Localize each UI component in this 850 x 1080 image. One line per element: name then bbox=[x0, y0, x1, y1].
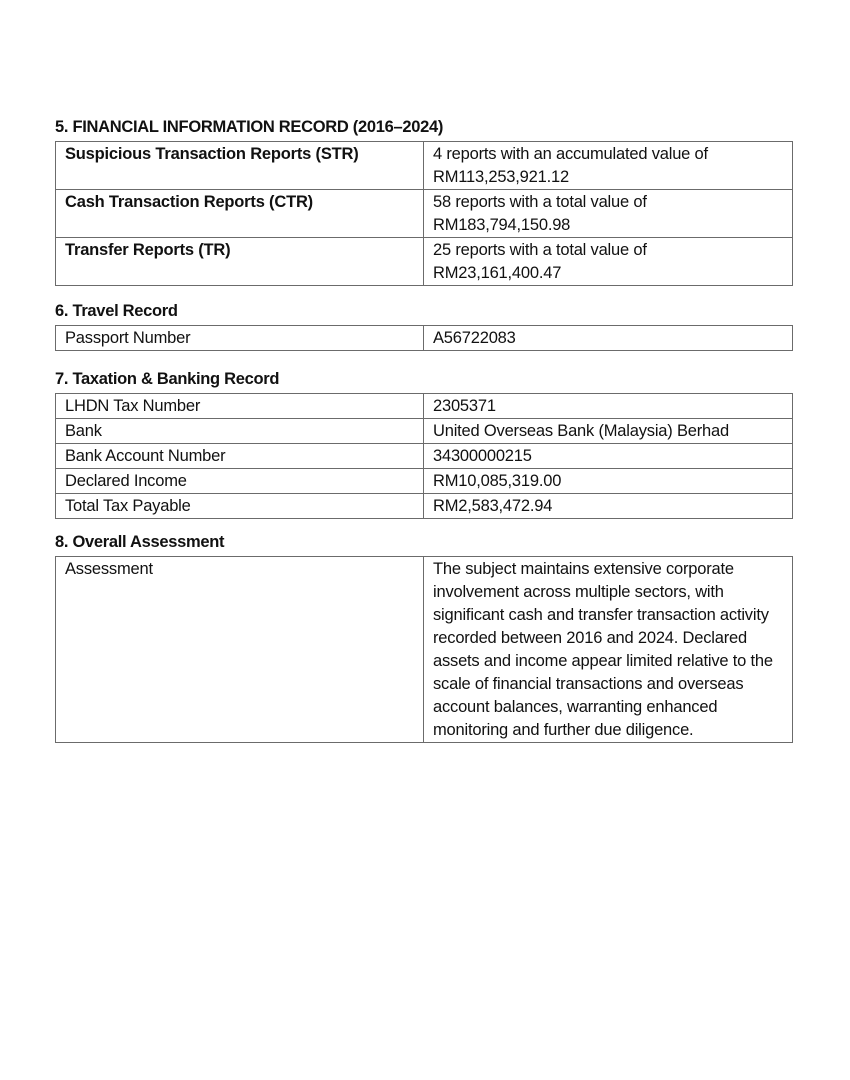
assessment-table bbox=[55, 556, 793, 743]
tr-label: Transfer Reports (TR) bbox=[56, 238, 424, 286]
table-row bbox=[56, 419, 793, 444]
travel-record-table bbox=[55, 325, 793, 351]
section-title-assessment: 8. Overall Assessment bbox=[55, 533, 225, 551]
str-value-line1: 4 reports with an accumulated value of bbox=[433, 145, 708, 163]
table-row bbox=[56, 394, 793, 419]
account-number-label: Bank Account Number bbox=[56, 444, 424, 469]
tax-number-label: LHDN Tax Number bbox=[56, 394, 424, 419]
tr-value-line1: 25 reports with a total value of bbox=[433, 241, 647, 259]
table-row bbox=[56, 190, 793, 238]
section-title-financial: 5. FINANCIAL INFORMATION RECORD (2016–2024) bbox=[55, 118, 444, 136]
account-number-value: 34300000215 bbox=[424, 444, 793, 469]
ctr-label: Cash Transaction Reports (CTR) bbox=[56, 190, 424, 238]
bank-value: United Overseas Bank (Malaysia) Berhad bbox=[424, 419, 793, 444]
table-row bbox=[56, 557, 793, 743]
bank-label: Bank bbox=[56, 419, 424, 444]
table-row bbox=[56, 326, 793, 351]
assessment-label: Assessment bbox=[56, 557, 424, 743]
section-title-taxation: 7. Taxation & Banking Record bbox=[55, 370, 280, 388]
table-row bbox=[56, 142, 793, 190]
table-row bbox=[56, 444, 793, 469]
tax-payable-value: RM2,583,472.94 bbox=[424, 494, 793, 519]
tr-value-line2: RM23,161,400.47 bbox=[433, 264, 562, 282]
passport-value: A56722083 bbox=[424, 326, 793, 351]
section-title-travel: 6. Travel Record bbox=[55, 302, 178, 320]
declared-income-label: Declared Income bbox=[56, 469, 424, 494]
str-label: Suspicious Transaction Reports (STR) bbox=[56, 142, 424, 190]
taxation-record-table bbox=[55, 393, 793, 519]
ctr-value-line2: RM183,794,150.98 bbox=[433, 216, 571, 234]
tax-payable-label: Total Tax Payable bbox=[56, 494, 424, 519]
table-row bbox=[56, 238, 793, 286]
passport-label: Passport Number bbox=[56, 326, 424, 351]
ctr-value bbox=[424, 190, 793, 238]
tr-value bbox=[424, 238, 793, 286]
ctr-value-line1: 58 reports with a total value of bbox=[433, 193, 647, 211]
table-row bbox=[56, 469, 793, 494]
str-value-line2: RM113,253,921.12 bbox=[433, 168, 569, 186]
str-value bbox=[424, 142, 793, 190]
declared-income-value: RM10,085,319.00 bbox=[424, 469, 793, 494]
assessment-value: The subject maintains extensive corporate involvement across multiple sectors, with significant cash and transfer transaction activity recorded between 2016 and 2024. Declared assets and income appear limited relative to the scale of financial transactions and overseas account balances, warranting enhanced monitoring and further due diligence. bbox=[424, 557, 793, 743]
financial-record-table bbox=[55, 141, 793, 286]
tax-number-value: 2305371 bbox=[424, 394, 793, 419]
table-row bbox=[56, 494, 793, 519]
